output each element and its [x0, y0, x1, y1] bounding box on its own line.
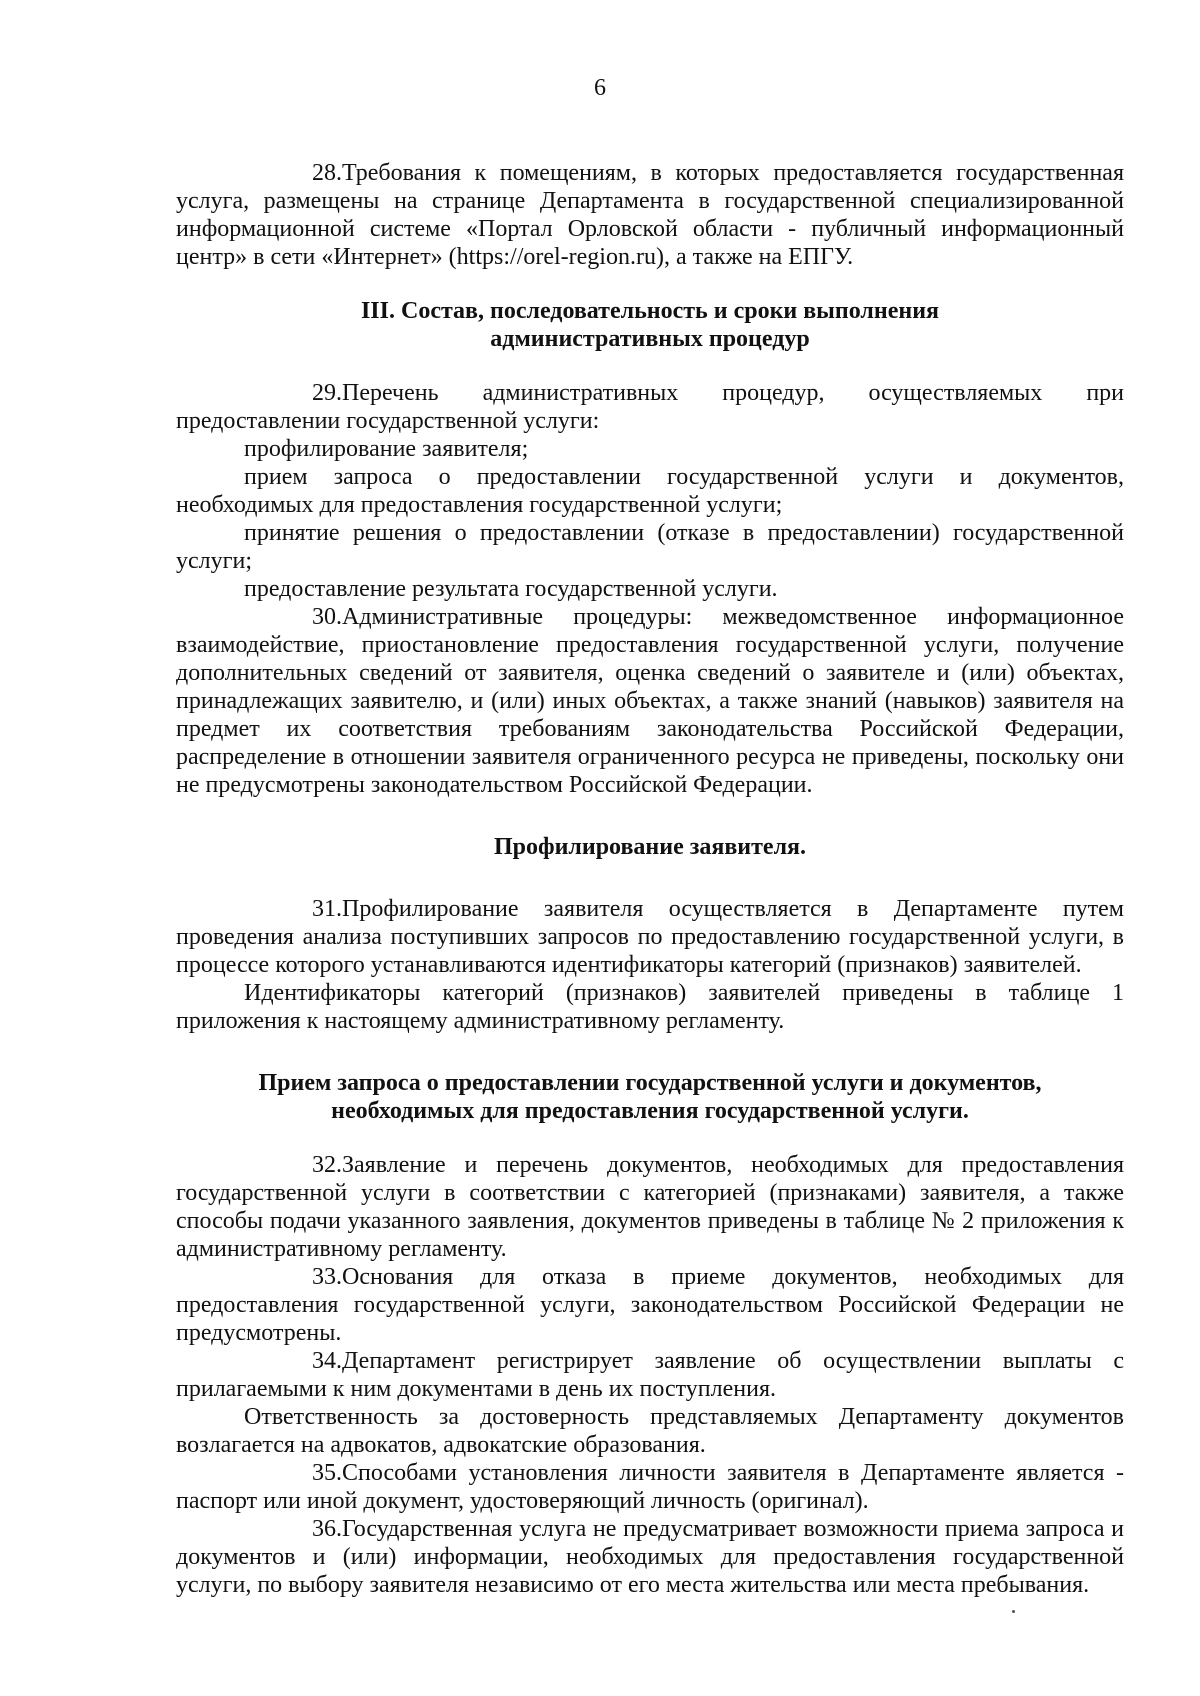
section-heading-line: необходимых для предоставления государственной услуги.: [331, 1098, 969, 1124]
list-item: предоставление результата государственной услуги.: [244, 576, 778, 602]
paragraph-number: 31.: [312, 896, 342, 922]
paragraph-number: 28.: [312, 160, 342, 186]
paragraph-number: 30.: [312, 604, 342, 630]
section-heading-line: III. Состав, последовательность и сроки выполнения: [360, 298, 940, 324]
paragraph-number: 35.: [312, 1460, 342, 1486]
list-item: принятие решения о предоставлении (отказе в предоставлении) государственной услуги;: [176, 520, 1124, 574]
paragraph-34: [176, 1347, 1124, 1403]
paragraph-31: [176, 895, 1124, 979]
paragraph-29: [176, 379, 1124, 435]
scan-dot: [1012, 1610, 1015, 1613]
paragraph-text: Государственная услуга не предусматривает возможности приема запроса и документов и (или) информации, необходимых для предоставления государственной услуги, по выбору заявителя независимо от его места жительства или места пребывания.: [176, 1516, 1124, 1598]
section-heading-line: Прием запроса о предоставлении государственной услуги и документов,: [258, 1070, 1042, 1096]
paragraph-number: 29.: [312, 380, 342, 406]
paragraph-text: Основания для отказа в приеме документов, необходимых для предоставления государственной услуги, законодательством Российской Федерации не предусмотрены.: [176, 1264, 1124, 1346]
paragraph-number: 33.: [312, 1264, 342, 1290]
paragraph-30: [176, 603, 1124, 799]
reception-heading: [176, 1069, 1124, 1125]
paragraph-34-continuation: Ответственность за достоверность представляемых Департаменту документов возлагается на адвокатов, адвокатские образования.: [176, 1404, 1124, 1458]
paragraph-text: Профилирование заявителя осуществляется в Департаменте путем проведения анализа поступивших запросов по предоставлению государственной услуги, в процессе которого устанавливаются идентификаторы категорий (признаков) заявителей.: [176, 896, 1124, 978]
paragraph-text: Перечень административных процедур, осуществляемых при предоставлении государственной услуги:: [176, 380, 1124, 434]
list-item: профилирование заявителя;: [244, 436, 529, 462]
paragraph-28: [176, 159, 1124, 271]
section-heading-line: административных процедур: [490, 326, 810, 352]
paragraph-number: 32.: [312, 1152, 342, 1178]
paragraph-number: 34.: [312, 1348, 342, 1374]
paragraph-text: Способами установления личности заявителя в Департаменте является - паспорт или иной документ, удостоверяющий личность (оригинал).: [176, 1460, 1124, 1514]
paragraph-text: Заявление и перечень документов, необходимых для предоставления государственной услуги в соответствии с категорией (признаками) заявителя, а также способы подачи указанного заявления, документов приведены в таблице № 2 приложения к административному регламенту.: [176, 1152, 1124, 1262]
paragraph-35: [176, 1459, 1124, 1515]
paragraph-text: Департамент регистрирует заявление об осуществлении выплаты с прилагаемыми к ним документами в день их поступления.: [176, 1348, 1124, 1402]
paragraph-36: [176, 1515, 1124, 1599]
paragraph-31-continuation: Идентификаторы категорий (признаков) заявителей приведены в таблице 1 приложения к настоящему административному регламенту.: [176, 980, 1124, 1034]
document-body: [176, 159, 1124, 1599]
paragraph-32: [176, 1151, 1124, 1263]
section-3-heading: [176, 297, 1124, 353]
paragraph-33: [176, 1263, 1124, 1347]
paragraph-text: Требования к помещениям, в которых предоставляется государственная услуга, размещены на странице Департамента в государственной специализированной информационной системе «Портал Орловской области - публичный информационный центр» в сети «Интернет» (https://orel-region.ru), а также на ЕПГУ.: [176, 160, 1124, 270]
paragraph-number: 36.: [312, 1516, 342, 1542]
list-item: прием запроса о предоставлении государственной услуги и документов, необходимых для предоставления государственной услуги;: [176, 464, 1124, 518]
page-number: 6: [594, 75, 606, 101]
profiling-heading: Профилирование заявителя.: [493, 834, 807, 860]
paragraph-text: Административные процедуры: межведомственное информационное взаимодействие, приостановление предоставления государственной услуги, получение дополнительных сведений от заявителя, оценка сведений о заявителе и (или) объектах, принадлежащих заявителю, и (или) иных объектах, а также знаний (навыков) заявителя на предмет их соответствия требованиям законодательства Российской Федерации, распределение в отношении заявителя ограниченного ресурса не приведены, поскольку они не предусмотрены законодательством Российской Федерации.: [176, 604, 1124, 798]
